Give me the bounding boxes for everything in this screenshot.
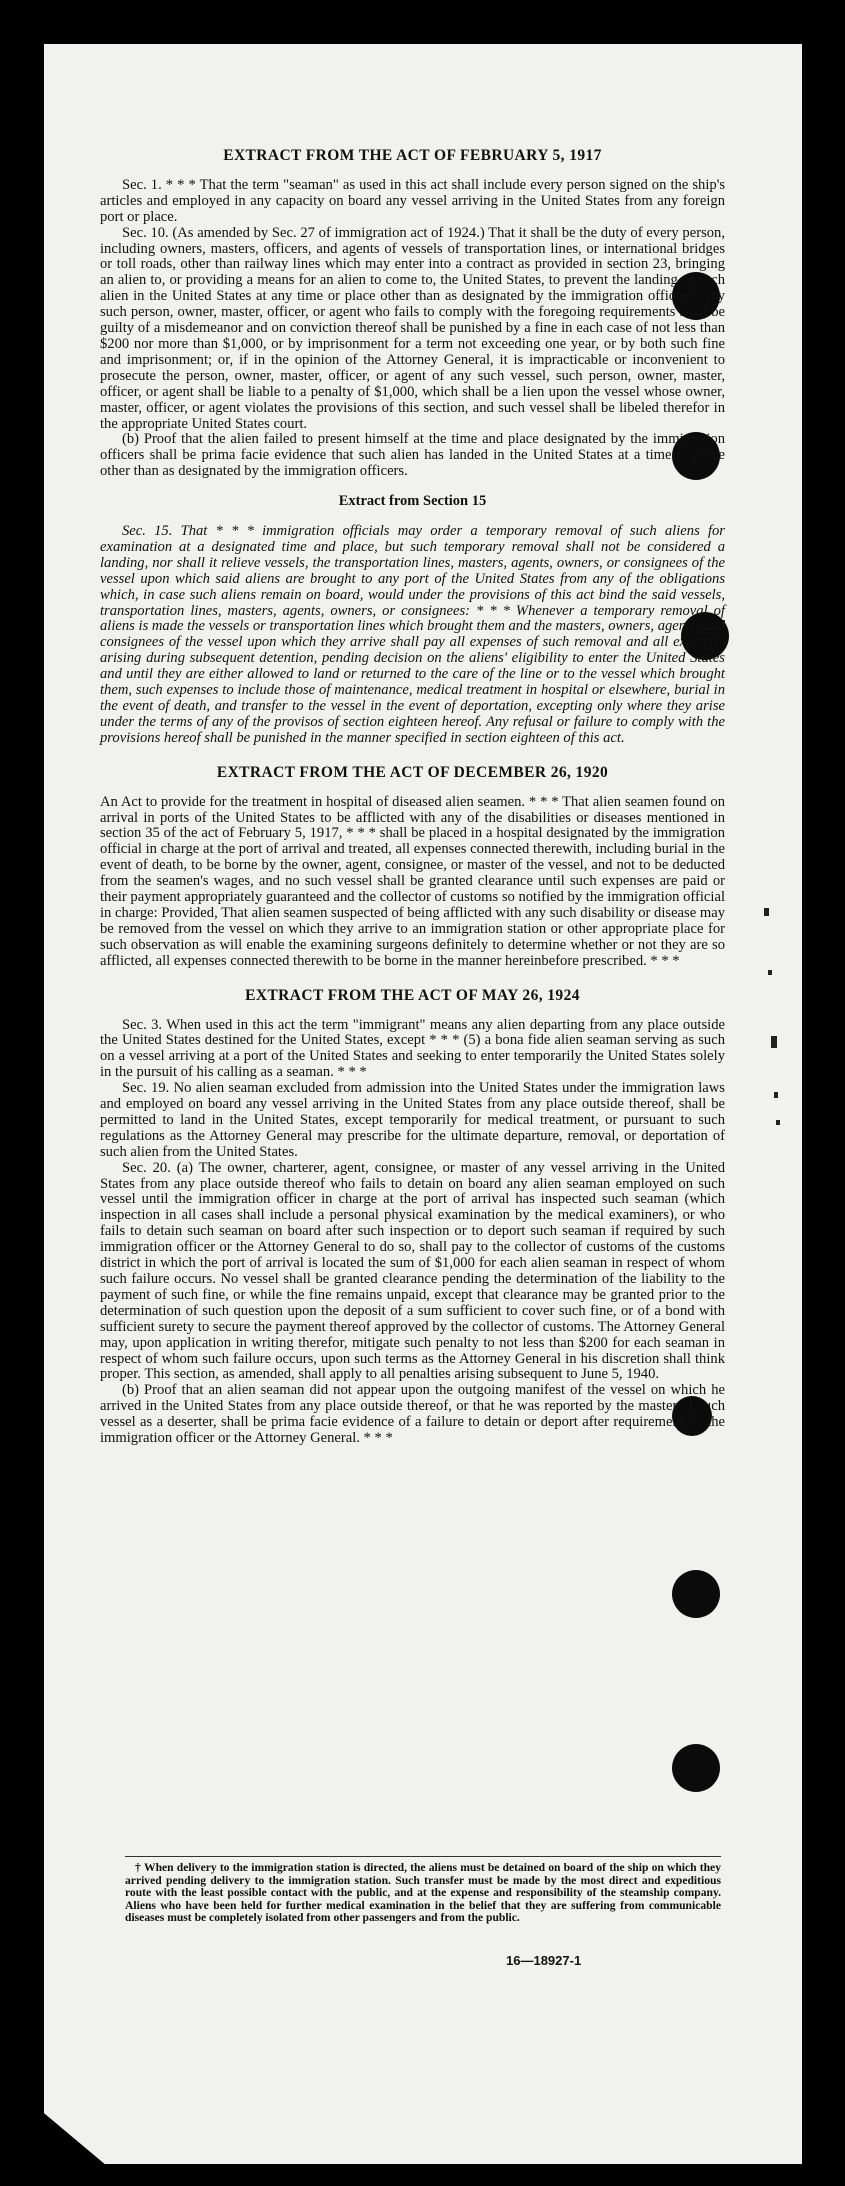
margin-speck bbox=[771, 1036, 777, 1048]
paragraph: Sec. 20. (a) The owner, charterer, agent, consignee, or master of any vessel arriving in the United States from any place outside thereof who fails to detain on board any alien seaman employed on such vessel until the immigration officer in charge at the port of arrival has inspected such seaman (which inspection in all cases shall include a personal physical examination by the medical examiners), or who fails to detain such seaman on board after such inspection or to deport such seaman if required by such immigration officer or the Attorney General to do so, shall pay to the collector of customs of the customs district in which the port of arrival is located the sum of $1,000 for each alien seaman in respect of whom such failure occurs. No vessel shall be granted clearance pending the determination of the liability to the payment of such fine, or while the fine remains unpaid, except that clearance may be granted prior to the determination of such question upon the deposit of a sum sufficient to cover such fine, or of a bond with sufficient surety to secure the payment thereof approved by the collector of customs. The Attorney General may, upon application in writing therefor, mitigate such penalty to not less than $200 for each seaman in respect of whom such failure occurs, upon such terms as the Attorney General in his discretion shall think proper. This section, as amended, shall apply to all penalties arising subsequent to June 5, 1940. bbox=[100, 1159, 725, 1383]
punch-hole bbox=[672, 1570, 720, 1618]
section-heading: EXTRACT FROM THE ACT OF FEBRUARY 5, 1917 bbox=[223, 147, 602, 164]
paragraph: (b) Proof that the alien failed to present himself at the time and place designated by the immigration officers shall be prima facie evidence that such alien has landed in the United States at a time or place other than as designated by the immigration officers. bbox=[100, 431, 725, 480]
paragraph: Sec. 10. (As amended by Sec. 27 of immigration act of 1924.) That it shall be the duty of every person, including owners, masters, officers, and agents of vessels of transportation lines, or international bridges or toll roads, other than railway lines which may enter into a contract as provided in section 23, bringing an alien to, or providing a means for an alien to come to, the United States, to prevent the landing of such alien in the United States at any time or place other than as designated by the immigration officers. Any such person, owner, master, officer, or agent who fails to comply with the foregoing requirements shall be guilty of a misdemeanor and on conviction thereof shall be punished by a fine in each case of not less than $200 nor more than $1,000, or by imprisonment for a term not exceeding one year, or by both such fine and imprisonment; or, if in the opinion of the Attorney General, it is impracticable or inconvenient to prosecute the person, owner, master, officer, or agent of any such vessel, such person, owner, master, officer, or agent shall be liable to a penalty of $1,000, which shall be a lien upon the vessel whose owner, master, officer, or agent violates the provisions of this section, and such vessel shall be libeled therefor in the appropriate United States court. bbox=[100, 224, 725, 432]
section-heading: EXTRACT FROM THE ACT OF DECEMBER 26, 1920 bbox=[216, 763, 609, 781]
paragraph: Sec. 15. That * * * immigration officials may order a temporary removal of such aliens for examination at a designated time and place, but such temporary removal shall not be considered a landing, nor shall it relieve vessels, the transportation lines, masters, agents, owners, or consignees of the vessel upon which said aliens are brought to any port of the United States from any of the obligations which, in case such aliens remain on board, would under the provisions of this act bind the said vessels, transportation lines, masters, agents, owners, or consignees: * * * Whenever a temporary removal of aliens is made the vessels or transportation lines which brought them and the masters, owners, agents, and consignees of the vessel upon which they arrive shall pay all expenses of such removal and all expenses arising during subsequent detention, pending decision on the aliens' eligibility to enter the United States and until they are either allowed to land or returned to the care of the line or to the vessel which brought them, such expenses to include those of maintenance, medical treatment in hospital or elsewhere, burial in the event of death, and transfer to the vessel in the event of deportation, excepting only where they arise under the terms of any of the provisos of section eighteen hereof. Any refusal or failure to comply with the provisions hereof shall be punished in the manner specified in section eighteen of this act. bbox=[100, 523, 725, 746]
paragraph: Sec. 1. * * * That the term "seaman" as used in this act shall include every person signed on the ship's articles and employed in any capacity on board any vessel arriving in the United States from any foreign port or place. bbox=[100, 176, 725, 225]
spacer bbox=[100, 970, 725, 988]
paragraph: Sec. 3. When used in this act the term "immigrant" means any alien departing from any place outside the United States destined for the United States, except * * * (5) a bona fide alien seaman serving as such on a vessel arriving at a port of the United States and seeking to enter temporarily the United States solely in the pursuit of his calling as a seaman. * * * bbox=[100, 1016, 725, 1081]
margin-speck bbox=[776, 1120, 780, 1125]
footnote-text: † When delivery to the immigration station is directed, the aliens must be detained on board of the ship on which they arrived pending delivery to the immigration station. Such transfer must be made by the most direct and expeditious route with the least possible contact with the public, and at the expense and responsibility of the steamship company. Aliens who have been held for further medical examination in the belief that they are suffering from communicable diseases must be completely isolated from other passengers and from the public. bbox=[125, 1861, 721, 1925]
footnote bbox=[125, 1856, 721, 1925]
spacer bbox=[100, 747, 725, 765]
form-number: 16—18927-1 bbox=[506, 1953, 582, 1968]
punch-hole bbox=[672, 1744, 720, 1792]
paragraph: Sec. 19. No alien seaman excluded from admission into the United States under the immigration laws and employed on board any vessel arriving in the United States from any place outside thereof, shall be permitted to land in the United States, except temporarily for medical treatment, or pursuant to such regulations as the Attorney General may prescribe for the ultimate departure, removal, or deportation of such alien from the United States. bbox=[100, 1080, 725, 1160]
paragraph: (b) Proof that an alien seaman did not appear upon the outgoing manifest of the vessel on which he arrived in the United States from any place outside thereof, or that he was reported by the master of such vessel as a deserter, shall be prima facie evidence of a failure to detain or deport after requirement by the immigration officer or the Attorney General. * * * bbox=[100, 1382, 725, 1447]
section-subheading: Extract from Section 15 bbox=[338, 493, 487, 510]
margin-speck bbox=[764, 908, 769, 916]
margin-speck bbox=[774, 1092, 778, 1098]
document-body bbox=[100, 148, 725, 1447]
margin-speck bbox=[768, 970, 772, 975]
paragraph: An Act to provide for the treatment in hospital of diseased alien seamen. * * * That alien seamen found on arrival in ports of the United States to be afflicted with any of the disabilities or diseases mentioned in section 35 of the act of February 5, 1917, * * * shall be placed in a hospital designated by the immigration official in charge at the port of arrival and treated, all expenses connected therewith, including burial in the event of death, to be borne by the owner, agent, consignee, or master of the vessel, and not to be deducted from the seamen's wages, and no such vessel shall be granted clearance until such expenses are paid or their payment appropriately guaranteed and the collector of customs so notified by the immigration official in charge: Provided, That alien seamen suspected of being afflicted with any such disability or disease may be removed from the vessel on which they arrive to an immigration station or other appropriate place for such observation as will enable the examining surgeons definitely to determine whether or not they are so afflicted, all expenses connected therewith to be borne in the manner hereinbefore prescribed. * * * bbox=[100, 793, 725, 969]
section-heading: EXTRACT FROM THE ACT OF MAY 26, 1924 bbox=[245, 986, 580, 1004]
